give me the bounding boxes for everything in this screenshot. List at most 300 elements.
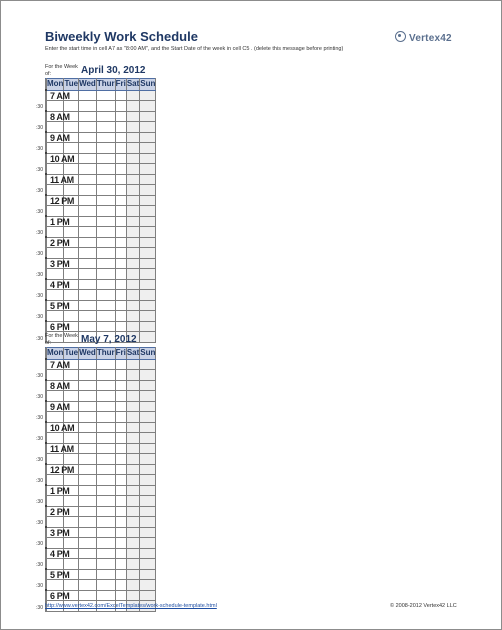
schedule-cell[interactable] [64,226,79,237]
schedule-cell[interactable] [140,443,156,453]
schedule-cell[interactable] [79,506,97,516]
schedule-cell[interactable] [140,90,156,100]
schedule-cell[interactable] [140,205,156,216]
schedule-cell[interactable] [126,100,139,111]
schedule-cell[interactable] [126,516,139,527]
schedule-cell[interactable] [96,516,115,527]
schedule-cell[interactable] [126,142,139,153]
schedule-cell[interactable] [126,184,139,195]
schedule-cell[interactable] [96,132,115,142]
schedule-cell[interactable] [47,411,64,422]
schedule-cell[interactable] [64,558,79,569]
time-cell [36,527,70,548]
schedule-cell[interactable] [96,537,115,548]
week-start-date[interactable]: May 7, 2012 [81,334,137,345]
schedule-cell[interactable] [47,289,64,300]
schedule-cell[interactable] [96,453,115,464]
schedule-cell[interactable] [115,411,126,422]
schedule-cell[interactable] [47,558,64,569]
schedule-cell[interactable] [47,516,64,527]
schedule-cell[interactable] [47,142,64,153]
schedule-cell[interactable] [47,184,64,195]
hour-row [46,485,156,495]
schedule-cell[interactable] [140,163,156,174]
time-cell [36,111,70,132]
schedule-cell[interactable] [126,174,139,184]
schedule-cell[interactable] [64,495,79,506]
schedule-cell[interactable] [115,226,126,237]
schedule-cell[interactable] [126,111,139,121]
schedule-cell[interactable] [140,558,156,569]
schedule-cell[interactable] [79,422,97,432]
schedule-cell[interactable] [140,537,156,548]
schedule-cell[interactable] [79,310,97,321]
schedule-cell[interactable] [140,121,156,132]
schedule-cell[interactable] [126,590,139,600]
schedule-cell[interactable] [140,453,156,464]
schedule-cell[interactable] [140,422,156,432]
schedule-cell[interactable] [115,90,126,100]
time-cell [36,569,70,590]
schedule-cell[interactable] [96,258,115,268]
schedule-cell[interactable] [126,289,139,300]
schedule-cell[interactable] [126,216,139,226]
schedule-cell[interactable] [79,321,97,331]
schedule-cell[interactable] [96,390,115,401]
schedule-cell[interactable] [96,289,115,300]
schedule-cell[interactable] [126,422,139,432]
schedule-cell[interactable] [96,369,115,380]
schedule-cell[interactable] [126,380,139,390]
schedule-cell[interactable] [79,495,97,506]
schedule-cell[interactable] [140,289,156,300]
schedule-cell[interactable] [126,153,139,163]
schedule-cell[interactable] [126,495,139,506]
schedule-cell[interactable] [79,485,97,495]
schedule-cell[interactable] [79,111,97,121]
schedule-cell[interactable] [126,401,139,411]
schedule-cell[interactable] [79,401,97,411]
schedule-cell[interactable] [126,569,139,579]
schedule-cell[interactable] [126,579,139,590]
schedule-cell[interactable] [140,184,156,195]
schedule-cell[interactable] [64,432,79,443]
schedule-cell[interactable] [96,279,115,289]
schedule-cell[interactable] [96,90,115,100]
schedule-cell[interactable] [79,226,97,237]
schedule-cell[interactable] [96,300,115,310]
schedule-cell[interactable] [79,279,97,289]
schedule-cell[interactable] [126,474,139,485]
schedule-cell[interactable] [140,506,156,516]
schedule-cell[interactable] [126,558,139,569]
schedule-cell[interactable] [140,111,156,121]
schedule-cell[interactable] [96,485,115,495]
schedule-cell[interactable] [140,237,156,247]
schedule-cell[interactable] [115,474,126,485]
schedule-cell[interactable] [96,548,115,558]
hour-label: 3 PM [50,259,70,269]
schedule-cell[interactable] [79,153,97,163]
schedule-cell[interactable] [96,153,115,163]
day-header: Mon [47,79,64,89]
schedule-cell[interactable] [126,411,139,422]
schedule-cell[interactable] [64,163,79,174]
schedule-cell[interactable] [140,369,156,380]
schedule-cell[interactable] [115,369,126,380]
schedule-cell[interactable] [64,247,79,258]
schedule-cell[interactable] [96,527,115,537]
schedule-cell[interactable] [126,537,139,548]
schedule-cell[interactable] [47,495,64,506]
half-hour-row [46,432,156,443]
schedule-cell[interactable] [140,247,156,258]
schedule-cell[interactable] [115,132,126,142]
schedule-cell[interactable] [47,268,64,279]
schedule-cell[interactable] [115,495,126,506]
schedule-cell[interactable] [115,527,126,537]
schedule-cell[interactable] [126,226,139,237]
schedule-cell[interactable] [96,195,115,205]
week-start-date[interactable]: April 30, 2012 [81,65,146,76]
schedule-cell[interactable] [47,205,64,216]
schedule-cell[interactable] [96,495,115,506]
schedule-cell[interactable] [79,590,97,600]
schedule-cell[interactable] [96,163,115,174]
schedule-cell[interactable] [115,205,126,216]
schedule-cell[interactable] [126,359,139,369]
schedule-cell[interactable] [79,174,97,184]
schedule-cell[interactable] [140,258,156,268]
schedule-cell[interactable] [64,369,79,380]
schedule-cell[interactable] [126,506,139,516]
schedule-cell[interactable] [96,268,115,279]
half-hour-row [46,247,156,258]
schedule-cell[interactable] [126,321,139,331]
schedule-cell[interactable] [140,516,156,527]
schedule-cell[interactable] [126,237,139,247]
schedule-cell[interactable] [79,548,97,558]
schedule-cell[interactable] [126,527,139,537]
schedule-cell[interactable] [126,268,139,279]
schedule-cell[interactable] [126,300,139,310]
schedule-cell[interactable] [115,184,126,195]
schedule-cell[interactable] [79,289,97,300]
schedule-cell[interactable] [96,474,115,485]
schedule-cell[interactable] [115,310,126,321]
schedule-cell[interactable] [115,443,126,453]
schedule-cell[interactable] [64,142,79,153]
schedule-cell[interactable] [79,258,97,268]
schedule-cell[interactable] [96,464,115,474]
schedule-cell[interactable] [140,359,156,369]
schedule-cell[interactable] [115,506,126,516]
schedule-cell[interactable] [79,163,97,174]
schedule-cell[interactable] [115,300,126,310]
schedule-cell[interactable] [140,548,156,558]
schedule-cell[interactable] [115,537,126,548]
schedule-cell[interactable] [115,153,126,163]
schedule-cell[interactable] [140,579,156,590]
schedule-cell[interactable] [79,300,97,310]
schedule-cell[interactable] [64,579,79,590]
schedule-cell[interactable] [115,359,126,369]
schedule-cell[interactable] [140,195,156,205]
schedule-cell[interactable] [140,485,156,495]
schedule-cell[interactable] [96,380,115,390]
schedule-cell[interactable] [140,401,156,411]
schedule-cell[interactable] [64,474,79,485]
schedule-cell[interactable] [79,121,97,132]
schedule-cell[interactable] [126,310,139,321]
schedule-cell[interactable] [96,310,115,321]
schedule-cell[interactable] [96,558,115,569]
schedule-cell[interactable] [140,527,156,537]
schedule-cell[interactable] [115,590,126,600]
schedule-cell[interactable] [79,474,97,485]
schedule-cell[interactable] [115,485,126,495]
schedule-cell[interactable] [79,142,97,153]
schedule-cell[interactable] [115,195,126,205]
schedule-cell[interactable] [126,205,139,216]
schedule-cell[interactable] [47,369,64,380]
schedule-cell[interactable] [126,369,139,380]
schedule-cell[interactable] [140,310,156,321]
schedule-cell[interactable] [115,174,126,184]
template-link[interactable]: http://www.vertex42.com/ExcelTemplates/work-schedule-template.html [45,603,217,609]
schedule-cell[interactable] [79,527,97,537]
schedule-cell[interactable] [79,268,97,279]
schedule-cell[interactable] [47,432,64,443]
day-header: Fri [115,79,126,89]
schedule-cell[interactable] [140,100,156,111]
schedule-cell[interactable] [126,121,139,132]
hour-label: 9 AM [50,133,70,143]
schedule-cell[interactable] [115,453,126,464]
schedule-cell[interactable] [140,321,156,331]
schedule-cell[interactable] [140,464,156,474]
time-cell [36,195,75,216]
schedule-cell[interactable] [115,321,126,331]
schedule-cell[interactable] [115,121,126,132]
half-hour-label: :30 [36,314,43,320]
schedule-cell[interactable] [64,516,79,527]
schedule-cell[interactable] [115,279,126,289]
schedule-cell[interactable] [140,142,156,153]
schedule-cell[interactable] [47,163,64,174]
schedule-cell[interactable] [115,579,126,590]
schedule-cell[interactable] [126,132,139,142]
schedule-cell[interactable] [96,321,115,331]
schedule-cell[interactable] [115,422,126,432]
half-hour-label: :30 [36,146,43,152]
schedule-cell[interactable] [64,184,79,195]
schedule-cell[interactable] [115,289,126,300]
schedule-cell[interactable] [79,558,97,569]
schedule-cell[interactable] [96,359,115,369]
schedule-table [36,347,156,612]
schedule-cell[interactable] [115,380,126,390]
schedule-cell[interactable] [79,443,97,453]
hour-label: 6 PM [50,322,70,332]
schedule-cell[interactable] [79,205,97,216]
half-hour-row [46,495,156,506]
schedule-cell[interactable] [96,506,115,516]
schedule-cell[interactable] [115,516,126,527]
schedule-cell[interactable] [96,111,115,121]
schedule-cell[interactable] [47,121,64,132]
schedule-cell[interactable] [140,569,156,579]
schedule-cell[interactable] [115,100,126,111]
schedule-cell[interactable] [47,247,64,258]
hour-row [46,380,156,390]
schedule-cell[interactable] [64,289,79,300]
schedule-cell[interactable] [79,247,97,258]
schedule-cell[interactable] [79,184,97,195]
schedule-cell[interactable] [140,474,156,485]
schedule-cell[interactable] [115,569,126,579]
schedule-cell[interactable] [126,163,139,174]
schedule-cell[interactable] [126,247,139,258]
schedule-cell[interactable] [47,100,64,111]
schedule-cell[interactable] [115,111,126,121]
schedule-cell[interactable] [140,226,156,237]
schedule-cell[interactable] [79,464,97,474]
schedule-cell[interactable] [79,90,97,100]
schedule-cell[interactable] [64,100,79,111]
schedule-cell[interactable] [126,432,139,443]
schedule-cell[interactable] [47,537,64,548]
schedule-cell[interactable] [126,279,139,289]
schedule-cell[interactable] [96,205,115,216]
schedule-cell[interactable] [126,548,139,558]
schedule-cell[interactable] [47,474,64,485]
schedule-cell[interactable] [64,205,79,216]
schedule-cell[interactable] [115,142,126,153]
schedule-cell[interactable] [96,422,115,432]
schedule-cell[interactable] [140,268,156,279]
schedule-cell[interactable] [140,279,156,289]
schedule-cell[interactable] [79,369,97,380]
schedule-cell[interactable] [140,380,156,390]
schedule-cell[interactable] [140,174,156,184]
schedule-cell[interactable] [140,432,156,443]
schedule-cell[interactable] [79,537,97,548]
schedule-cell[interactable] [47,579,64,590]
schedule-cell[interactable] [96,579,115,590]
schedule-cell[interactable] [79,516,97,527]
schedule-cell[interactable] [96,142,115,153]
schedule-cell[interactable] [96,443,115,453]
schedule-cell[interactable] [64,411,79,422]
schedule-cell[interactable] [126,443,139,453]
schedule-cell[interactable] [96,432,115,443]
schedule-cell[interactable] [79,411,97,422]
half-hour-row [46,184,156,195]
schedule-cell[interactable] [96,590,115,600]
schedule-cell[interactable] [79,216,97,226]
schedule-cell[interactable] [140,216,156,226]
schedule-cell[interactable] [79,390,97,401]
schedule-cell[interactable] [140,495,156,506]
schedule-cell[interactable] [115,432,126,443]
schedule-cell[interactable] [79,237,97,247]
schedule-cell[interactable] [140,300,156,310]
schedule-cell[interactable] [115,258,126,268]
schedule-cell[interactable] [115,548,126,558]
schedule-cell[interactable] [47,310,64,321]
schedule-cell[interactable] [96,247,115,258]
schedule-cell[interactable] [79,100,97,111]
schedule-cell[interactable] [140,331,156,342]
schedule-cell[interactable] [126,485,139,495]
schedule-cell[interactable] [115,390,126,401]
schedule-cell[interactable] [96,100,115,111]
schedule-cell[interactable] [79,380,97,390]
schedule-cell[interactable] [115,558,126,569]
schedule-cell[interactable] [64,310,79,321]
schedule-cell[interactable] [79,432,97,443]
schedule-cell[interactable] [115,237,126,247]
schedule-cell[interactable] [47,453,64,464]
schedule-cell[interactable] [115,464,126,474]
schedule-cell[interactable] [140,411,156,422]
schedule-cell[interactable] [140,132,156,142]
schedule-cell[interactable] [96,569,115,579]
schedule-cell[interactable] [140,153,156,163]
schedule-cell[interactable] [79,579,97,590]
schedule-cell[interactable] [96,411,115,422]
schedule-cell[interactable] [64,390,79,401]
schedule-cell[interactable] [115,247,126,258]
schedule-cell[interactable] [126,453,139,464]
schedule-cell[interactable] [79,453,97,464]
schedule-cell[interactable] [96,174,115,184]
schedule-cell[interactable] [96,226,115,237]
schedule-cell[interactable] [126,464,139,474]
schedule-cell[interactable] [79,132,97,142]
schedule-cell[interactable] [96,184,115,195]
schedule-cell[interactable] [96,237,115,247]
schedule-cell[interactable] [126,390,139,401]
hour-row [46,132,156,142]
schedule-cell[interactable] [126,195,139,205]
schedule-cell[interactable] [96,401,115,411]
schedule-cell[interactable] [115,268,126,279]
schedule-cell[interactable] [79,195,97,205]
schedule-cell[interactable] [126,90,139,100]
schedule-cell[interactable] [79,569,97,579]
schedule-cell[interactable] [79,359,97,369]
schedule-cell[interactable] [64,453,79,464]
schedule-cell[interactable] [115,216,126,226]
half-hour-label: :30 [36,562,43,568]
schedule-cell[interactable] [140,390,156,401]
schedule-cell[interactable] [140,590,156,600]
hour-label: 8 AM [50,112,70,122]
schedule-cell[interactable] [47,390,64,401]
schedule-cell[interactable] [64,537,79,548]
schedule-cell[interactable] [64,121,79,132]
schedule-cell[interactable] [64,268,79,279]
time-cell [36,422,75,443]
schedule-cell[interactable] [47,226,64,237]
schedule-cell[interactable] [96,121,115,132]
schedule-cell[interactable] [115,163,126,174]
schedule-cell[interactable] [126,258,139,268]
schedule-cell[interactable] [96,216,115,226]
schedule-cell[interactable] [115,401,126,411]
